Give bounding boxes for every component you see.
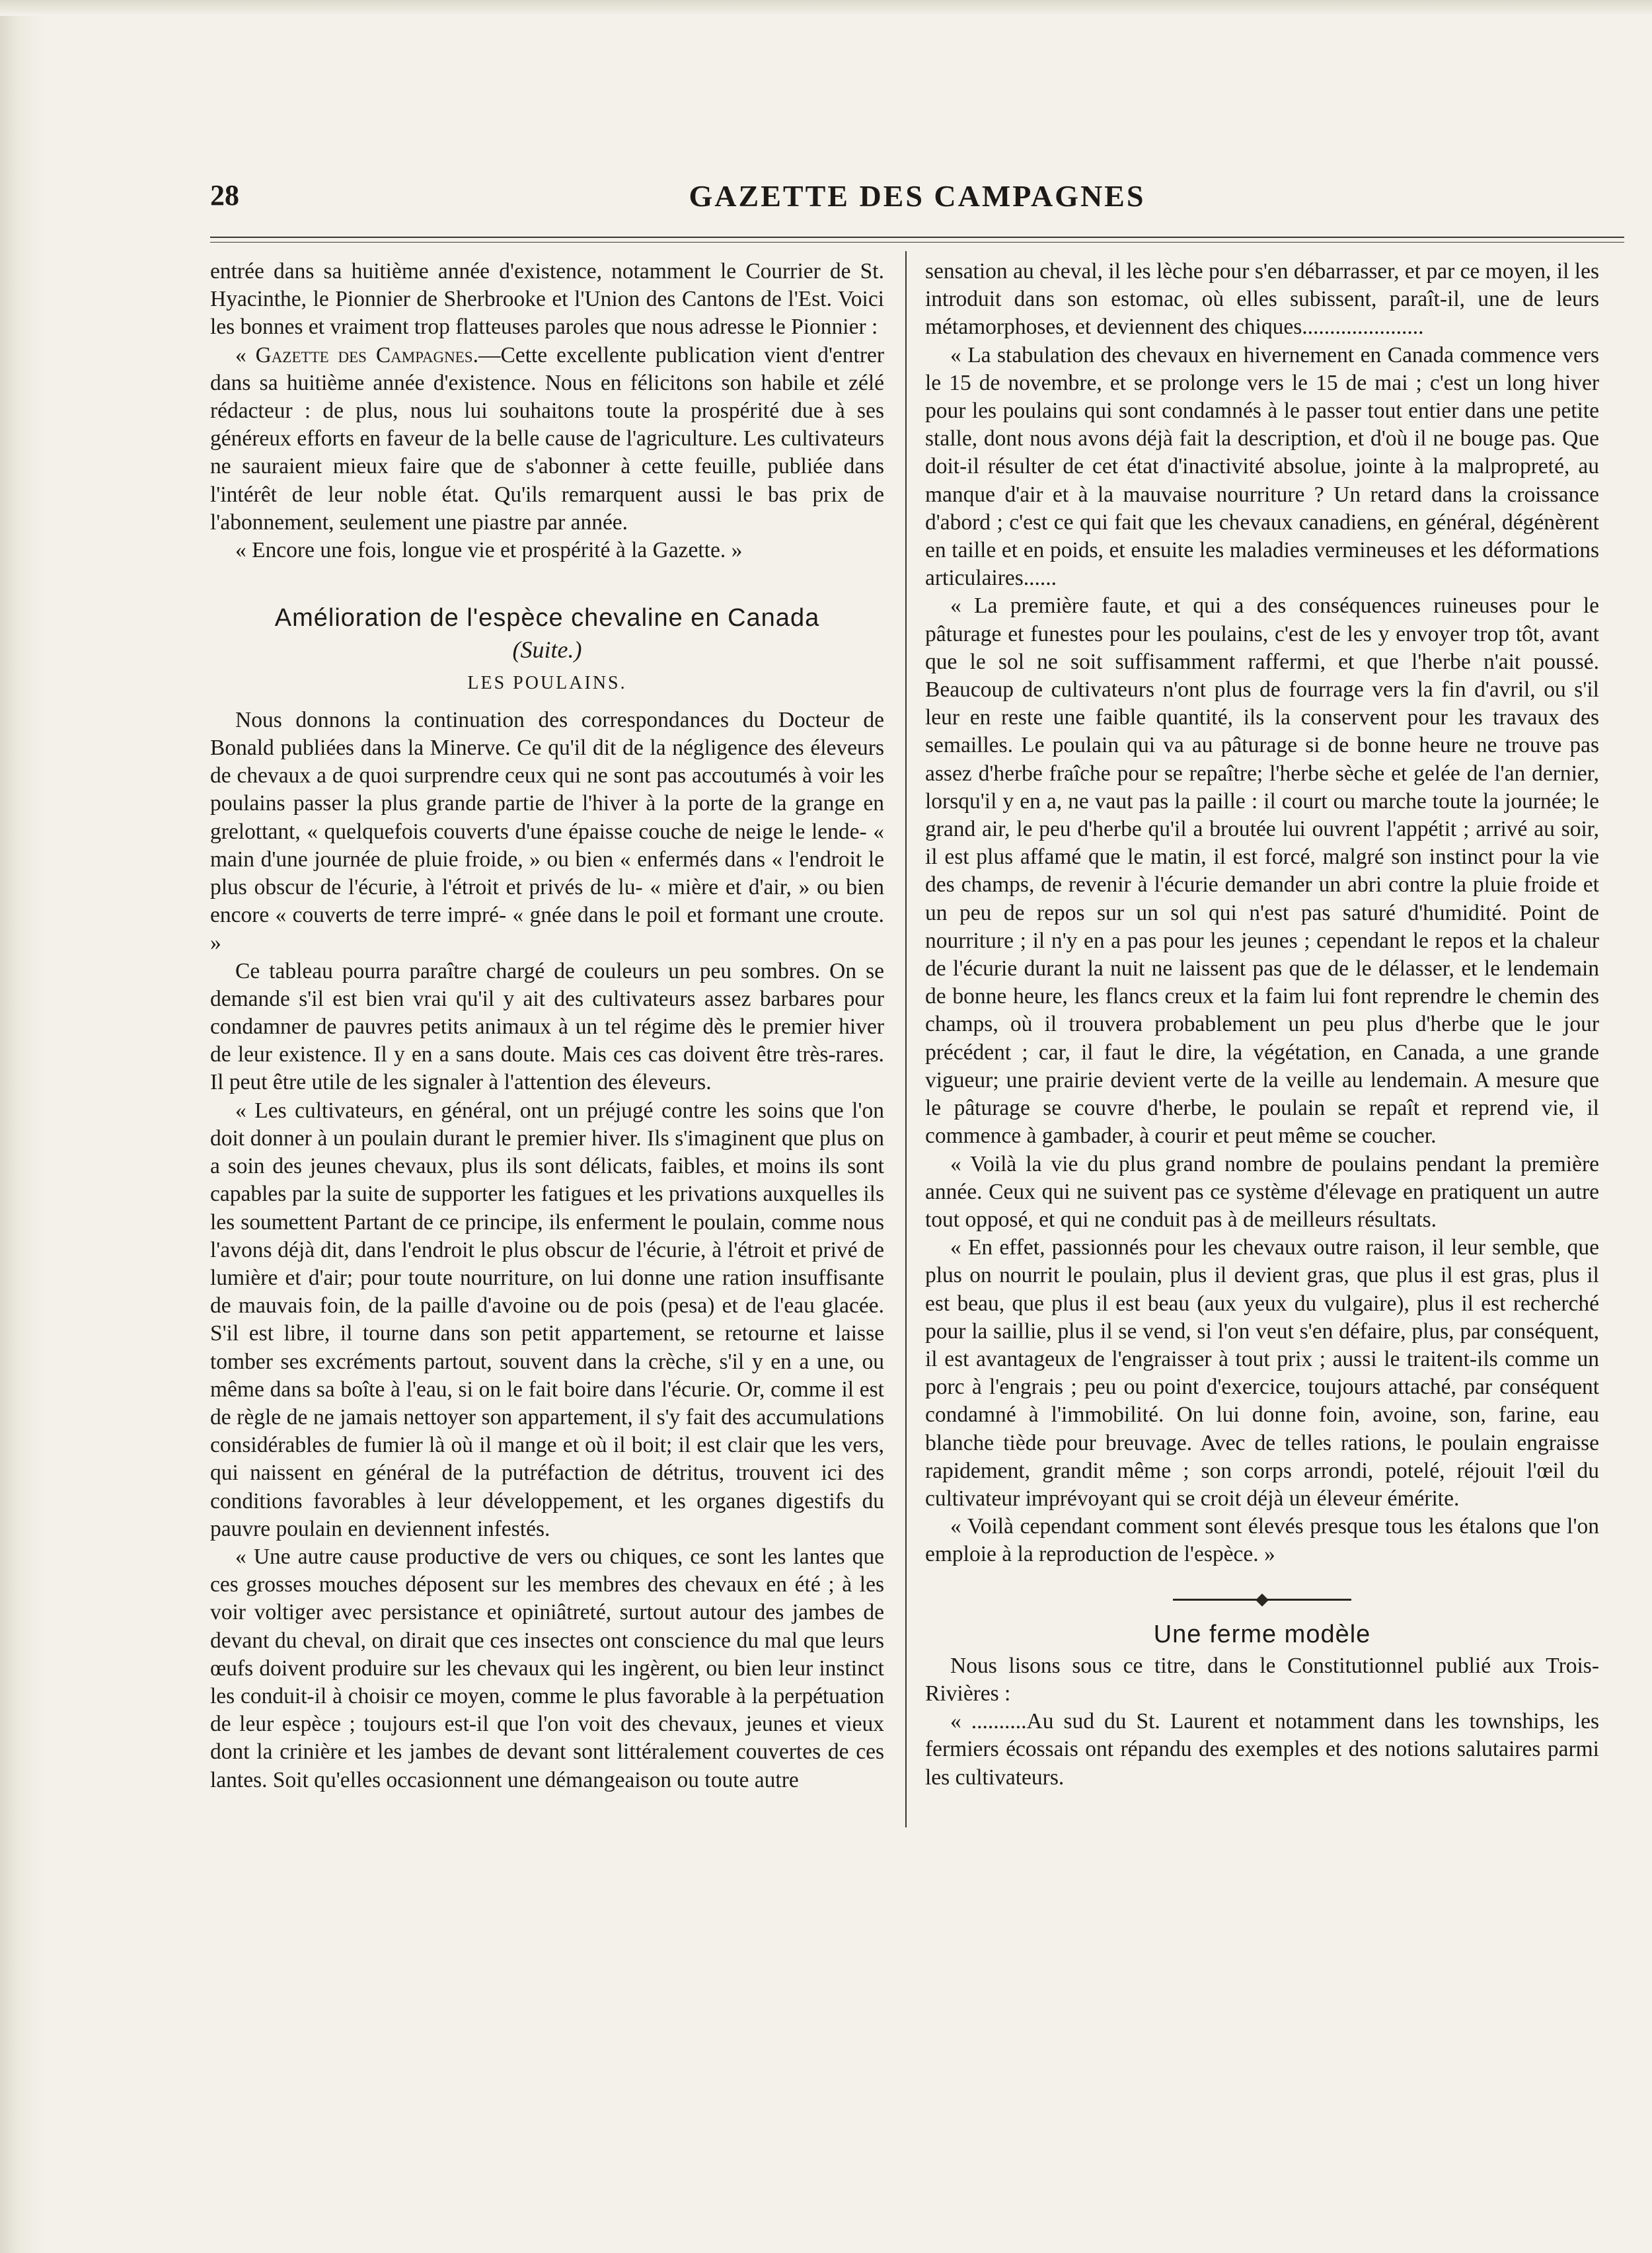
journal-title: GAZETTE DES CAMPAGNES xyxy=(689,179,1146,213)
ornament-rule xyxy=(1173,1599,1259,1601)
quote-lead: « Gazette des Campagnes. xyxy=(235,342,478,367)
article-paragraph: « Les cultivateurs, en général, ont un préjugé contre les soins que l'on doit donner à un poulain durant le premier hiver. Ils s'imaginent que plus on a soin des jeunes chevaux, plus ils sont délicats, faibles, et moins ils sont capables par la suite de supporter les fatigues et les privations auxquelles ils les soumettent Partant de ce principe, ils enferment le poulain, comme nous l'avons déjà dit, dans l'endroit le plus obscur de l'écurie, à l'étroit et privé de lumière et d'air; pour toute nourriture, on lui donne une ration insuffisante de mauvais foin, de la paille d'avoine ou de pois (pesa) et de l'eau glacée. S'il est libre, il tourne dans son petit appartement, se retourne et laisse tomber ses excréments partout, souvent dans la crèche, s'il y en a une, ou même dans sa boîte à l'eau, si on le fait boire dans l'écurie. Or, comme il est de règle de ne jamais nettoyer son appartement, il s'y fait des accumulations considérables de fumier là où il mange et où il boit; il est clair que les vers, qui naissent en général de la putréfaction de détritus, trouvent ici des conditions favorables à leur développement, et les organes digestifs du pauvre poulain en deviennent infestés. xyxy=(210,1098,884,1541)
article-paragraph: Nous donnons la continuation des correspondances du Docteur de Bonald publiées dans la Minerve. Ce qu'il dit de la négligence des éleveurs de chevaux a de quoi surprendre ceux qui ne sont pas accoutumés à voir les poulains passer la plus grande partie de l'hiver à la porte de la grange en grelottant, « quelquefois couverts d'une épaisse couche de neige le lende- « main d'une journée de pluie froide, » ou bien « enfermés dans « l'endroit le plus obscur de l'écurie, à l'étroit et privés de lu- « mière et d'air, » ou bien encore « couverts de terre impré- « gnée dans le poil et formant une croute. » xyxy=(210,707,884,956)
section-title: Amélioration de l'espèce chevaline en Canada xyxy=(274,604,820,632)
section-ornament xyxy=(925,1595,1599,1605)
right-column xyxy=(925,258,1599,1824)
article-paragraph: Nous lisons sous ce titre, dans le Constitutionnel publié aux Trois-Rivières : xyxy=(925,1653,1599,1706)
article-paragraph: « ..........Au sud du St. Laurent et notamment dans les townships, les fermiers écossais ont répandu des exemples et des notions salutaires parmi les cultivateurs. xyxy=(925,1709,1599,1790)
header-rule xyxy=(210,237,1624,243)
quote-closing: « Encore une fois, longue vie et prospérité à la Gazette. » xyxy=(235,538,743,563)
pionnier-quote xyxy=(210,342,884,537)
ornament-diamond-icon xyxy=(1256,1593,1269,1607)
page-edge-shadow xyxy=(0,0,46,2253)
article-paragraph: Ce tableau pourra paraître chargé de couleurs un peu sombres. On se demande s'il est bien vrai qu'il y ait des cultivateurs assez barbares pour condamner de pauvres petits animaux à un tel régime dès le premier hiver de leur existence. Il y en a sans doute. Mais ces cas doivent être très-rares. Il peut être utile de les signaler à l'attention des éleveurs. xyxy=(210,958,884,1095)
article-paragraph: « La stabulation des chevaux en hivernement en Canada commence vers le 15 de novembre, et se prolonge vers le 15 de mai ; c'est un long hiver pour les poulains qui sont condamnés à le passer tout entier dans une petite stalle, dont nous avons déjà fait la description, et d'où il ne bouge pas. Que doit-il résulter de cet état d'inactivité absolue, jointe à la malpropreté, au manque d'air et à la mauvaise nourriture ? Un retard dans la croissance d'abord ; c'est ce qui fait que les chevaux canadiens, en général, dégénèrent en taille et en poids, et ensuite les maladies vermineuses et les déformations articulaires...... xyxy=(925,342,1599,591)
article-paragraph: « Voilà la vie du plus grand nombre de poulains pendant la première année. Ceux qui ne suivent pas ce système d'élevage en pratiquent un autre tout opposé, et qui ne conduit pas à de meilleurs résultats. xyxy=(925,1151,1599,1232)
left-column xyxy=(210,258,884,1824)
article-paragraph: « La première faute, et qui a des conséquences ruineuses pour le pâturage et funestes pour les poulains, c'est de les y envoyer trop tôt, avant que le sol ne soit suffisamment raffermi, et que l'herbe n'ait poussé. Beaucoup de cultivateurs n'ont plus de fourrage vers la fin d'avril, ou s'il leur en reste une faible quantité, ils la conservent pour les travaux des semailles. Le poulain qui va au pâturage si de bonne heure ne trouve pas assez d'herbe fraîche pour se repaître; l'herbe sèche et gelée de l'an dernier, lorsqu'il y en a, ne vaut pas la paille : il court ou marche toute la journée; le grand air, le peu d'herbe qu'il a broutée lui ouvrent l'appétit ; arrivé au soir, il est plus affamé que le matin, il est forcé, malgré son instinct pour la vie des champs, de revenir à l'écurie demander un abri contre la pluie froide et un peu de repos sur un sol qui n'est pas saturé d'humidité. Point de nourriture ; il n'y en a pas pour les jeunes ; cependant le repos et la chaleur de l'écurie durant la nuit ne laissent pas que de le délasser, et le lendemain de bonne heure, les flancs creux et la faim lui font reprendre le chemin des champs, où il trouvera probablement un peu plus d'herbe que le jour précédent ; car, il faut le dire, la végétation, en Canada, a une grande vigueur; une prairie devient verte de la veille au lendemain. A mesure que le pâturage se couvre d'herbe, le poulain se repaît et reprend vie, il commence à gambader, à courir et peut même se coucher. xyxy=(925,593,1599,1149)
quote-body: —Cette excellente publication vient d'entrer dans sa huitième année d'existence. Nous en félicitons son habile et zélé rédacteur : de plus, nous lui souhaitons toute la prospérité due à ses généreux efforts en faveur de la belle cause de l'agriculture. Les cultivateurs ne sauraient mieux faire que de s'abonner à cette feuille, publiée dans l'intérêt de leur noble état. Qu'ils remarquent aussi le bas prix de l'abonnement, seulement une piastre par année. xyxy=(210,342,884,535)
column-divider xyxy=(905,251,907,1827)
page-number: 28 xyxy=(210,179,239,211)
article-paragraph: sensation au cheval, il les lèche pour s'en débarrasser, et par ce moyen, il les introduit dans son estomac, où elles subissent, paraît-il, une de leurs métamorphoses, et deviennent des chiques...................... xyxy=(925,259,1599,340)
ornament-rule xyxy=(1265,1599,1351,1601)
section2-title: Une ferme modèle xyxy=(1153,1620,1371,1648)
page-header xyxy=(210,178,1624,218)
article-paragraph: « En effet, passionnés pour les chevaux outre raison, il leur semble, que plus on nourrit le poulain, plus il devient gras, que plus il est gras, plus il est beau, que plus il est beau (aux yeux du vulgaire), plus il est recherché pour la saillie, plus il se vend, si l'on veut s'en défaire, plus, par conséquent, il est avantageux de l'engraisser à tout prix ; aussi le traitent-ils comme un porc à l'engrais ; peu ou point d'exercice, toujours attaché, par conséquent condamné à l'immobilité. On lui donne foin, avoine, son, farine, eau blanche tiède pour breuvage. Avec de telles rations, le poulain engraisse rapidement, grandit même ; son corps arrondi, potelé, réjouit l'œil du cultivateur imprévoyant qui se croit déjà un éleveur émérite. xyxy=(925,1235,1599,1511)
article-paragraph: « Voilà cependant comment sont élevés presque tous les étalons que l'on emploie à la reproduction de l'espèce. » xyxy=(925,1514,1599,1567)
article-paragraph: « Une autre cause productive de vers ou chiques, ce sont les lantes que ces grosses mouches déposent sur les membres des chevaux en été ; à les voir voltiger avec persistance et opiniâtreté, surtout autour des jambes de devant du cheval, on dirait que ces insectes ont conscience du mal que leurs œufs doivent produire sur les chevaux qui les ingèrent, ou bien leur instinct les conduit-il à choisir ce moyen, comme le plus favorable à la perpétuation de leur espèce ; toujours est-il que l'on voit des chevaux, jeunes et vieux dont la crinière et les jambes de devant sont littéralement couvertes de ces lantes. Soit qu'elles occasionnent une démangeaison ou toute autre xyxy=(210,1544,884,1792)
section-subtitle: (Suite.) xyxy=(512,636,582,664)
intro-paragraph: entrée dans sa huitième année d'existence, notamment le Courrier de St. Hyacinthe, le Pionnier de Sherbrooke et l'Union des Cantons de l'Est. Voici les bonnes et vraiment trop flatteuses paroles que nous adresse le Pionnier : xyxy=(210,259,884,340)
page-top-shadow xyxy=(0,0,1652,16)
section-heading: LES POULAINS. xyxy=(467,672,627,693)
